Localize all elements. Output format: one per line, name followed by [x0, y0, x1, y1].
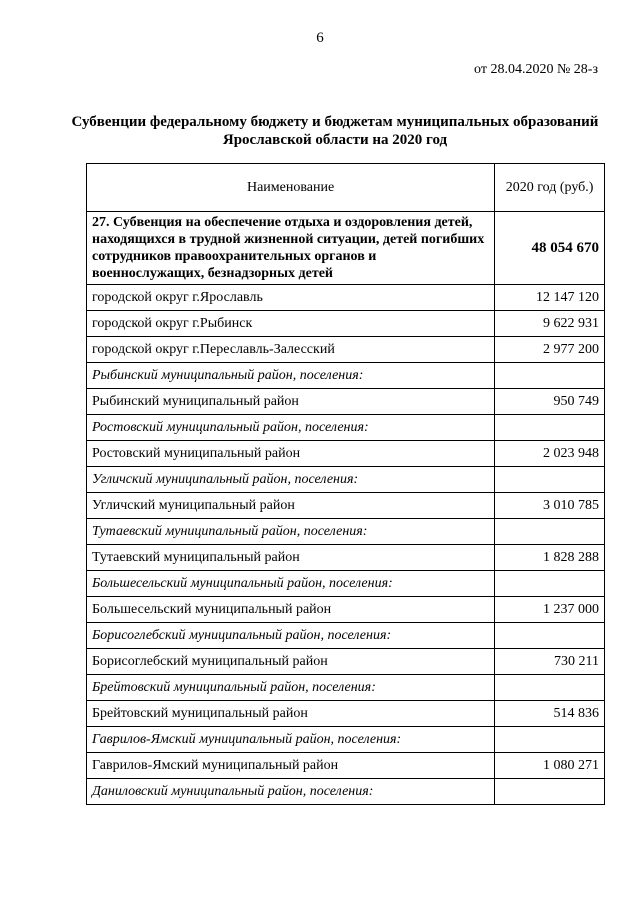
row-value	[495, 779, 605, 805]
table-row	[87, 285, 605, 311]
group-header-row	[87, 571, 605, 597]
group-header-row	[87, 519, 605, 545]
table-row	[87, 753, 605, 779]
row-name: Ростовский муниципальный район	[87, 441, 495, 467]
row-name: Ростовский муниципальный район, поселения:	[87, 415, 495, 441]
column-header-value: 2020 год (руб.)	[495, 164, 605, 212]
table-header-row	[87, 164, 605, 212]
row-value: 1 237 000	[495, 597, 605, 623]
page-number: 6	[316, 30, 324, 46]
row-name: Тутаевский муниципальный район	[87, 545, 495, 571]
group-header-row	[87, 675, 605, 701]
row-name: Угличский муниципальный район	[87, 493, 495, 519]
table-row	[87, 545, 605, 571]
row-name: городской округ г.Переславль-Залесский	[87, 337, 495, 363]
group-header-row	[87, 467, 605, 493]
row-value	[495, 727, 605, 753]
row-name: Большесельский муниципальный район	[87, 597, 495, 623]
row-value: 3 010 785	[495, 493, 605, 519]
table-row	[87, 701, 605, 727]
row-name: Борисоглебский муниципальный район, поселения:	[87, 623, 495, 649]
subsidy-table	[86, 163, 605, 805]
row-name: городской округ г.Ярославль	[87, 285, 495, 311]
row-value	[495, 623, 605, 649]
row-name: Тутаевский муниципальный район, поселения:	[87, 519, 495, 545]
row-name: Рыбинский муниципальный район, поселения:	[87, 363, 495, 389]
row-value: 730 211	[495, 649, 605, 675]
table-row	[87, 493, 605, 519]
table-row	[87, 311, 605, 337]
row-value	[495, 519, 605, 545]
document-title: Субвенции федеральному бюджету и бюджетам муниципальных образований Ярославской области на 2020 год	[71, 114, 599, 148]
row-name: Брейтовский муниципальный район, поселения:	[87, 675, 495, 701]
row-name: Угличский муниципальный район, поселения:	[87, 467, 495, 493]
group-header-row	[87, 623, 605, 649]
column-header-name: Наименование	[87, 164, 495, 212]
table-row	[87, 649, 605, 675]
row-value	[495, 571, 605, 597]
row-name: Гаврилов-Ямский муниципальный район, поселения:	[87, 727, 495, 753]
table-body	[87, 212, 605, 805]
row-name: Даниловский муниципальный район, поселения:	[87, 779, 495, 805]
table-row	[87, 441, 605, 467]
row-value: 514 836	[495, 701, 605, 727]
row-value	[495, 467, 605, 493]
group-header-row	[87, 779, 605, 805]
section-total: 48 054 670	[495, 212, 605, 285]
row-name: Большесельский муниципальный район, поселения:	[87, 571, 495, 597]
row-value: 1 828 288	[495, 545, 605, 571]
row-name: Рыбинский муниципальный район	[87, 389, 495, 415]
table-row	[87, 337, 605, 363]
document-reference: от 28.04.2020 № 28-з	[474, 62, 598, 77]
row-value	[495, 363, 605, 389]
table-row	[87, 597, 605, 623]
row-name: Гаврилов-Ямский муниципальный район	[87, 753, 495, 779]
row-value: 950 749	[495, 389, 605, 415]
section-name: 27. Субвенция на обеспечение отдыха и оздоровления детей, находящихся в трудной жизненной ситуации, детей погибших сотрудников правоохранительных органов и военнослужащих, безнадзорных детей	[87, 212, 495, 285]
section-row	[87, 212, 605, 285]
row-name: Борисоглебский муниципальный район	[87, 649, 495, 675]
row-name: Брейтовский муниципальный район	[87, 701, 495, 727]
group-header-row	[87, 727, 605, 753]
row-value	[495, 415, 605, 441]
table-row	[87, 389, 605, 415]
row-value: 12 147 120	[495, 285, 605, 311]
row-value	[495, 675, 605, 701]
row-value: 1 080 271	[495, 753, 605, 779]
group-header-row	[87, 363, 605, 389]
row-value: 9 622 931	[495, 311, 605, 337]
row-value: 2 023 948	[495, 441, 605, 467]
row-name: городской округ г.Рыбинск	[87, 311, 495, 337]
row-value: 2 977 200	[495, 337, 605, 363]
group-header-row	[87, 415, 605, 441]
